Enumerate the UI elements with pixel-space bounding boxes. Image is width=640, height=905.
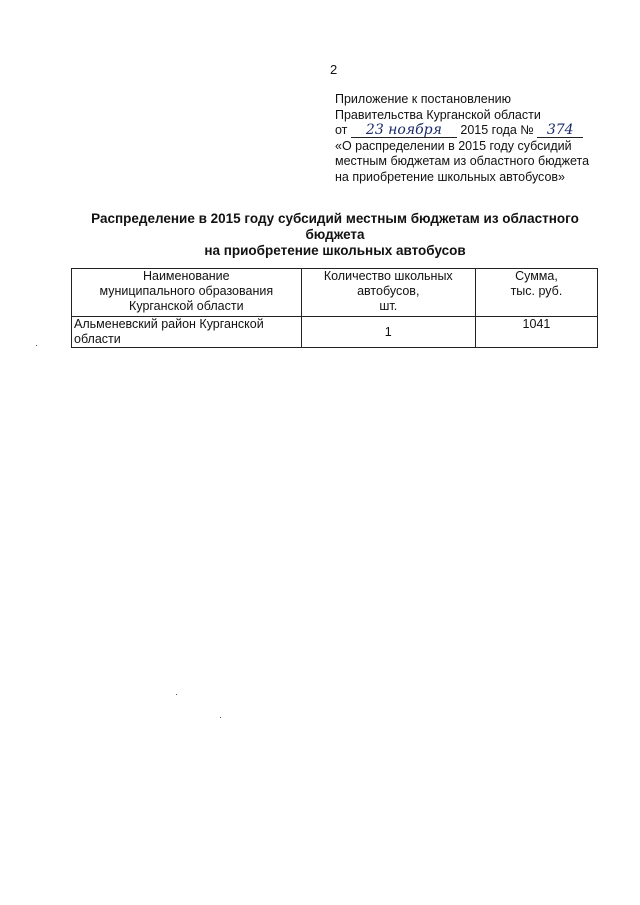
scan-speck	[176, 694, 177, 695]
subsidy-table	[71, 268, 598, 348]
appendix-line-2: Правительства Курганской области	[335, 107, 541, 122]
page-number: 2	[330, 62, 338, 77]
date-prefix: от	[335, 123, 348, 137]
table-row	[72, 317, 598, 348]
scan-speck	[36, 345, 37, 346]
appendix-header	[335, 92, 615, 185]
appendix-line-6: на приобретение школьных автобусов»	[335, 169, 565, 184]
year-text: 2015 года №	[460, 123, 534, 137]
cell-text: Альменевский район Курганской	[74, 317, 264, 331]
cell-municipality	[72, 317, 302, 348]
header-bus-count	[301, 269, 475, 317]
header-text: шт.	[379, 299, 398, 313]
header-text: автобусов,	[357, 284, 420, 298]
header-text: Сумма,	[515, 269, 558, 283]
appendix-line-5: местным бюджетам из областного бюджета	[335, 154, 590, 168]
cell-bus-count: 1	[301, 317, 475, 348]
header-text: Курганской области	[129, 299, 244, 313]
scan-speck	[220, 717, 221, 718]
appendix-line-4: «О распределении в 2015 году субсидий	[335, 138, 572, 153]
header-text: Наименование	[142, 269, 230, 283]
header-text: Количество школьных	[323, 269, 453, 283]
cell-sum: 1041	[475, 317, 597, 348]
appendix-date-line	[335, 123, 615, 139]
header-municipality	[72, 269, 302, 317]
header-sum	[475, 269, 597, 317]
title-line-2: на приобретение школьных автобусов	[204, 243, 466, 258]
handwritten-number: 374	[537, 124, 583, 138]
appendix-line-1: Приложение к постановлению	[335, 92, 511, 106]
document-title	[60, 211, 610, 259]
handwritten-date: 23 ноября	[351, 124, 457, 138]
header-text: тыс. руб.	[510, 284, 563, 298]
table-header-row	[72, 269, 598, 317]
cell-text: области	[74, 332, 121, 346]
header-text: муниципального образования	[99, 284, 274, 298]
title-line-1: Распределение в 2015 году субсидий местным бюджетам из областного бюджета	[91, 211, 579, 242]
